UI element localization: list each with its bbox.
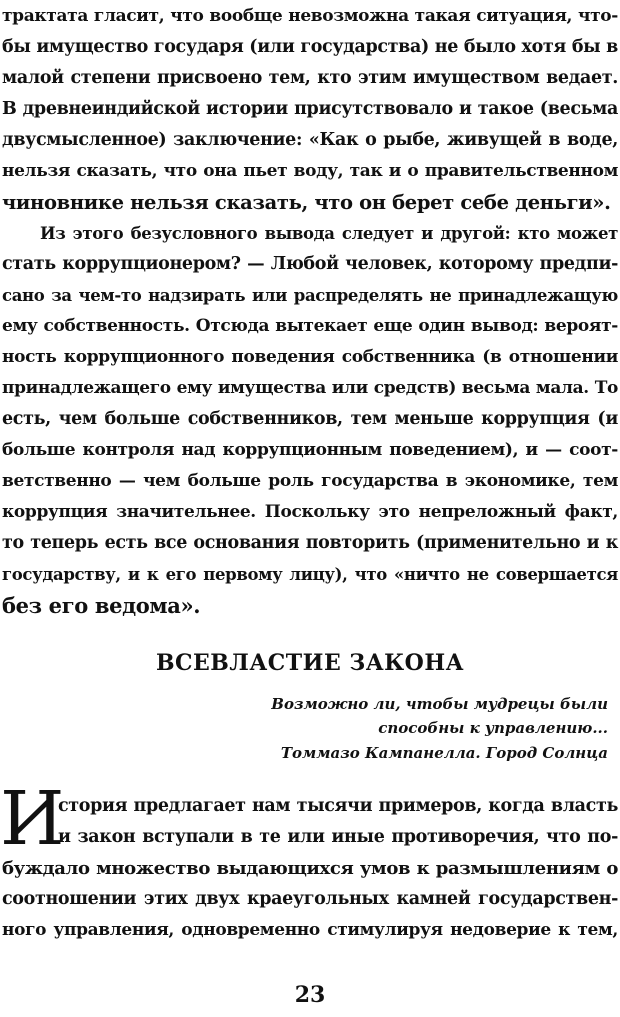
text-line: больше контроля над коррупционным поведением), и — соот- [2, 440, 618, 460]
text-line: буждало множество выдающихся умов к размышлениям о [2, 858, 618, 879]
text-line: ность коррупционного поведения собственника (в отношении [2, 347, 618, 367]
text-line: ветственно — чем больше роль государства в экономике, тем [2, 471, 618, 491]
text-line: принадлежащего ему имущества или средств) весьма мала. То [2, 378, 618, 398]
text-line: чиновнике нельзя сказать, что он берет себе деньги». [2, 191, 611, 214]
text-line: трактата гласит, что вообще невозможна такая ситуация, что- [2, 6, 618, 26]
text-line: без его ведома». [2, 593, 201, 618]
text-line: ему собственность. Отсюда вытекает еще один вывод: вероят- [2, 316, 618, 336]
text-line: бы имущество государя (или государства) не было хотя бы в [2, 37, 618, 57]
text-line: Из этого безусловного вывода следует и другой: кто может [40, 224, 618, 243]
text-line: нельзя сказать, что она пьет воду, так и о правительственном [2, 161, 618, 181]
text-line: сано за чем-то надзирать или распределять не принадлежащую [2, 286, 618, 305]
section-heading: ВСЕВЛАСТИЕ ЗАКОНА [155, 650, 465, 676]
text-line: соотношении этих двух краеугольных камней государствен- [2, 889, 618, 909]
text-line: и закон вступали в те или иные противоречия, что по- [58, 827, 618, 847]
text-line: стать коррупционером? — Любой человек, которому предпи- [2, 254, 618, 274]
epigraph-attribution: Томмазо Кампанелла. Город Солнца [280, 744, 608, 762]
text-line: ного управления, одновременно стимулируя недоверие к тем, [2, 920, 618, 940]
text-line: двусмысленное) заключение: «Как о рыбе, живущей в воде, [2, 130, 618, 150]
text-line: малой степени присвоено тем, кто этим имуществом ведает. [2, 68, 618, 88]
epigraph-line: Возможно ли, чтобы мудрецы были [271, 695, 608, 713]
text-line: то теперь есть все основания повторить (применительно и к [2, 533, 618, 553]
text-line: стория предлагает нам тысячи примеров, когда власть [58, 796, 618, 816]
drop-cap: И [0, 776, 65, 862]
text-line: В древнеиндийской истории присутствовало и такое (весьма [2, 99, 618, 119]
text-line: государству, и к его первому лицу), что «ничто не совершается [2, 565, 618, 584]
text-line: есть, чем больше собственников, тем меньше коррупция (и [2, 409, 618, 429]
text-line: коррупция значительнее. Поскольку это непреложный факт, [2, 502, 618, 522]
epigraph-line: способны к управлению... [378, 719, 608, 737]
page-number: 23 [294, 982, 326, 1008]
